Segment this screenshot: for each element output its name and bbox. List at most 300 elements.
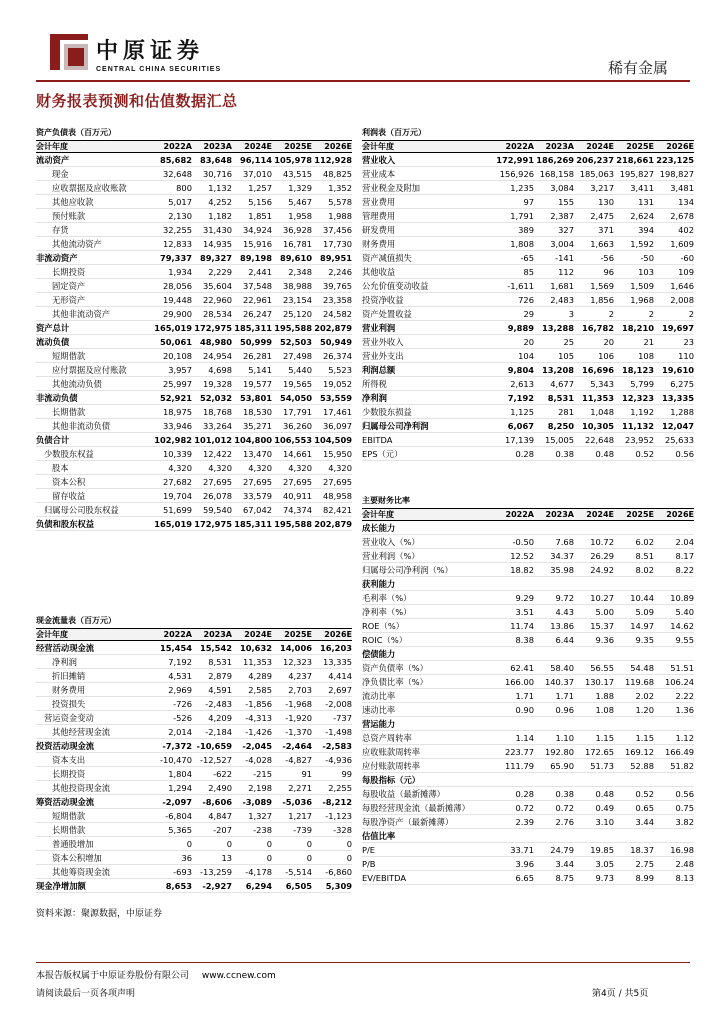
cell-value: 2.76: [555, 817, 574, 827]
cell-value: -1,968: [285, 699, 312, 709]
cell-value: -1,611: [507, 281, 534, 291]
row-label: 毛利率（%）: [362, 593, 412, 603]
cell-value: -60: [680, 253, 694, 263]
cell-value: 8,531: [208, 657, 232, 667]
table-row: [362, 293, 694, 307]
cell-value: 4,209: [208, 713, 232, 723]
cell-value: 1,132: [208, 183, 232, 193]
cell-value: 54,050: [279, 393, 312, 403]
table-header-row: [362, 140, 694, 153]
cell-value: 195,588: [274, 323, 312, 333]
cell-value: 24.79: [550, 845, 574, 855]
table-row: [362, 787, 694, 801]
table-row: [362, 209, 694, 223]
table-row: [362, 591, 694, 605]
row-label: 流动负债: [36, 337, 70, 347]
cell-value: [494, 717, 534, 730]
table-row: [362, 563, 694, 577]
table-row: [362, 801, 694, 815]
cell-value: 1,856: [590, 295, 614, 305]
cell-value: 13: [221, 853, 232, 863]
row-label: 资产负债率（%）: [362, 663, 428, 673]
cell-value: 22,648: [584, 435, 614, 445]
row-label: 其他流动负债: [52, 379, 102, 389]
cell-value: 185,311: [234, 519, 272, 529]
cell-value: 5,467: [288, 197, 312, 207]
copyright-text: 本报告版权属于中原证券股份有限公司: [36, 971, 190, 981]
cell-value: 7,192: [168, 657, 192, 667]
cell-value: 27,695: [202, 477, 232, 487]
table-row: [362, 265, 694, 279]
cell-value: 111.79: [504, 761, 534, 771]
cell-value: 37,010: [242, 169, 272, 179]
cell-value: 18,768: [202, 407, 232, 417]
row-label: 流动资产: [36, 155, 70, 165]
cell-value: 1,934: [168, 267, 192, 277]
cell-value: [574, 577, 614, 590]
table-row: [36, 879, 352, 893]
row-label: 普通股增加: [52, 839, 94, 849]
header-year: 2023A: [203, 630, 232, 639]
cell-value: 3,217: [590, 183, 614, 193]
cell-value: 6.02: [635, 537, 654, 547]
cell-value: 1,592: [630, 239, 654, 249]
table-row: [362, 223, 694, 237]
cell-value: 4,531: [168, 671, 192, 681]
table-row: [362, 689, 694, 703]
cell-value: 8.17: [675, 551, 694, 561]
cell-value: 2.48: [675, 859, 694, 869]
cell-value: 105: [558, 351, 574, 361]
cell-value: -4,827: [285, 755, 312, 765]
header-year: 2024E: [244, 630, 272, 639]
cell-value: 223,125: [656, 155, 694, 165]
row-label: 投资损失: [52, 699, 86, 709]
table-row: [362, 871, 694, 885]
table-row: [362, 717, 694, 731]
cell-value: 58.40: [550, 663, 574, 673]
cell-value: 38,988: [282, 281, 312, 291]
cell-value: 172,991: [496, 155, 534, 165]
row-label: 归属母公司净利润（%）: [362, 565, 453, 575]
cell-value: 48,958: [322, 491, 352, 501]
cell-value: -215: [253, 769, 272, 779]
cell-value: 0.48: [595, 789, 614, 799]
cell-value: 4,320: [328, 463, 352, 473]
cell-value: 5.40: [675, 607, 694, 617]
row-label: 现金: [52, 169, 69, 179]
footer-divider: [36, 962, 690, 963]
cell-value: 3.10: [595, 817, 614, 827]
cell-value: 2,008: [670, 295, 694, 305]
cell-value: 1.10: [555, 733, 574, 743]
cell-value: [574, 647, 614, 660]
cell-value: 96: [603, 267, 614, 277]
cell-value: [614, 829, 654, 842]
cell-value: -2,483: [205, 699, 232, 709]
row-label: 筹资活动现金流: [36, 797, 95, 807]
cell-value: 1.15: [635, 733, 654, 743]
cell-value: 19,577: [242, 379, 272, 389]
table-row: [36, 167, 352, 181]
header-year: 2025E: [626, 510, 654, 519]
cell-value: 0: [266, 839, 272, 849]
cell-value: 33,579: [242, 491, 272, 501]
cell-value: 2,624: [630, 211, 654, 221]
cell-value: 10,305: [581, 421, 614, 431]
cell-value: 130.17: [584, 677, 614, 687]
cell-value: 16,696: [581, 365, 614, 375]
table-row: [36, 711, 352, 725]
cell-value: 18,530: [242, 407, 272, 417]
table-row: [36, 279, 352, 293]
cell-value: 6,067: [507, 421, 534, 431]
cell-value: 48,825: [322, 169, 352, 179]
cell-value: -238: [253, 825, 272, 835]
cell-value: 8.02: [635, 565, 654, 575]
cell-value: 800: [176, 183, 192, 193]
row-label: 长期投资: [52, 267, 86, 277]
cell-value: 13,335: [322, 657, 352, 667]
cell-value: 206,237: [576, 155, 614, 165]
table-row: [362, 363, 694, 377]
cell-value: 192.80: [544, 747, 574, 757]
cell-value: 134: [678, 197, 694, 207]
table-row: [362, 433, 694, 447]
website-link[interactable]: www.ccnew.com: [201, 971, 276, 981]
cell-value: 50,949: [319, 337, 352, 347]
cell-value: 26.29: [590, 551, 614, 561]
cell-value: 43,515: [282, 169, 312, 179]
row-label: 非流动资产: [36, 253, 78, 263]
cell-value: 3,957: [168, 365, 192, 375]
cell-value: [494, 773, 534, 786]
cell-value: 8,653: [165, 881, 192, 891]
cell-value: 169.12: [624, 747, 654, 757]
cell-value: 2,703: [288, 685, 312, 695]
row-label: 净利润: [362, 393, 387, 403]
row-label: 归属母公司股东权益: [44, 505, 119, 515]
table-row: [36, 641, 352, 655]
table-row: [36, 307, 352, 321]
cell-value: 3.05: [595, 859, 614, 869]
cell-value: 112,928: [314, 155, 352, 165]
cell-value: 103: [638, 267, 654, 277]
cell-value: 1,217: [288, 811, 312, 821]
cell-value: 19,328: [202, 379, 232, 389]
cell-value: 6.44: [555, 635, 574, 645]
cell-value: 12,422: [202, 449, 232, 459]
cell-value: 99: [341, 769, 352, 779]
cell-value: 8.13: [675, 873, 694, 883]
cell-value: 1,663: [590, 239, 614, 249]
cell-value: 6.65: [515, 873, 534, 883]
row-label: 营运资金变动: [44, 713, 94, 723]
cell-value: 14.62: [670, 621, 694, 631]
cell-value: 33,264: [202, 421, 232, 431]
cell-value: 10,632: [239, 643, 272, 653]
cell-value: 140.37: [544, 677, 574, 687]
cell-value: 1,968: [630, 295, 654, 305]
cell-value: 101,012: [194, 435, 232, 445]
table-row: [36, 251, 352, 265]
cell-value: 18,210: [621, 323, 654, 333]
cell-value: 3.96: [515, 859, 534, 869]
cell-value: 37,548: [242, 281, 272, 291]
cell-value: 17,461: [322, 407, 352, 417]
table-row: [362, 745, 694, 759]
table-row: [36, 209, 352, 223]
cell-value: 1,958: [288, 211, 312, 221]
row-label: 研发费用: [362, 225, 396, 235]
row-label: 归属母公司净利润: [362, 421, 429, 431]
cell-value: 35,271: [242, 421, 272, 431]
cash-flow-table: [36, 614, 352, 893]
cell-value: 4,237: [288, 671, 312, 681]
table-row: [36, 335, 352, 349]
cell-value: 0.48: [595, 449, 614, 459]
row-label: 每股净资产（最新摊薄）: [362, 817, 454, 827]
header-label: 会计年度: [362, 510, 394, 519]
cell-value: 102,982: [154, 435, 192, 445]
cell-value: 0.90: [515, 705, 534, 715]
cell-value: 1,192: [630, 407, 654, 417]
cell-value: 172.65: [584, 747, 614, 757]
cell-value: -207: [213, 825, 232, 835]
cell-value: 53,801: [239, 393, 272, 403]
cell-value: 2,255: [328, 783, 352, 793]
cell-value: 2.22: [675, 691, 694, 701]
table-row: [36, 405, 352, 419]
row-label: 营业税金及附加: [362, 183, 421, 193]
cell-value: 223.77: [504, 747, 534, 757]
balance-sheet-table: [36, 126, 352, 531]
cell-value: -739: [293, 825, 312, 835]
header-year: 2022A: [505, 510, 534, 519]
table-row: [362, 759, 694, 773]
row-label: 投资活动现金流: [36, 741, 95, 751]
table-row: [362, 661, 694, 675]
table-row: [36, 433, 352, 447]
row-label: 速动比率: [362, 705, 396, 715]
cell-value: 218,661: [616, 155, 654, 165]
row-label: 营业利润: [362, 323, 396, 333]
cell-value: -4,178: [245, 867, 272, 877]
header-year: 2026E: [324, 630, 352, 639]
row-label: 非流动负债: [36, 393, 78, 403]
table-row: [362, 405, 694, 419]
cell-value: -6,804: [165, 811, 192, 821]
cell-value: 36: [181, 853, 192, 863]
cell-value: 24.92: [590, 565, 614, 575]
cell-value: 8.38: [515, 635, 534, 645]
cell-value: 3.82: [675, 817, 694, 827]
logo-text-en: CENTRAL CHINA SECURITIES: [96, 66, 222, 73]
cell-value: 16,782: [581, 323, 614, 333]
table-caption: 资产负债表（百万元）: [36, 128, 116, 137]
cell-value: 2: [648, 309, 654, 319]
cell-value: 18,123: [621, 365, 654, 375]
table-row: [36, 809, 352, 823]
cell-value: 726: [518, 295, 534, 305]
row-label: 应收账款周转率: [362, 747, 421, 757]
cell-value: 1,791: [510, 211, 534, 221]
cell-value: 3,411: [630, 183, 654, 193]
cell-value: 104,509: [314, 435, 352, 445]
cell-value: 16.98: [670, 845, 694, 855]
cell-value: 27,682: [162, 477, 192, 487]
cell-value: 19,704: [162, 491, 192, 501]
cell-value: 14,661: [282, 449, 312, 459]
cell-value: [574, 521, 614, 534]
table-row: [36, 851, 352, 865]
cell-value: 26,281: [242, 351, 272, 361]
row-label: 资本公积增加: [52, 853, 102, 863]
cell-value: 18,975: [162, 407, 192, 417]
cell-value: -50: [640, 253, 654, 263]
cell-value: 2,613: [510, 379, 534, 389]
cell-value: -5,514: [285, 867, 312, 877]
table-row: [36, 683, 352, 697]
cell-value: 195,588: [274, 519, 312, 529]
cell-value: 11,132: [621, 421, 654, 431]
cell-value: 1.08: [595, 705, 614, 715]
row-label: 少数股东权益: [44, 449, 94, 459]
table-row: [36, 655, 352, 669]
cell-value: 5,309: [325, 881, 352, 891]
cell-value: 2,879: [208, 671, 232, 681]
cell-value: 402: [678, 225, 694, 235]
row-label: 存货: [52, 225, 69, 235]
cell-value: 6,505: [285, 881, 312, 891]
header-year: 2024E: [244, 142, 272, 151]
cell-value: -8,606: [202, 797, 232, 807]
header-label: 会计年度: [362, 142, 394, 151]
cell-value: [614, 717, 654, 730]
row-label: 资产总计: [36, 323, 70, 333]
cell-value: 12,323: [621, 393, 654, 403]
cell-value: 1.88: [595, 691, 614, 701]
cell-value: 10.27: [590, 593, 614, 603]
cell-value: 1.14: [515, 733, 534, 743]
cell-value: 172,975: [194, 323, 232, 333]
cell-value: 2,697: [328, 685, 352, 695]
cell-value: 1,352: [328, 183, 352, 193]
footer-disclaimer: 请阅读最后一页各项声明: [36, 989, 136, 999]
cell-value: 6,275: [670, 379, 694, 389]
cell-value: 2,483: [550, 295, 574, 305]
cell-value: 20: [603, 337, 614, 347]
table-row: [362, 549, 694, 563]
cell-value: 2,441: [248, 267, 272, 277]
cell-value: 8,531: [547, 393, 574, 403]
cell-value: [654, 717, 694, 730]
cell-value: 15,950: [322, 449, 352, 459]
cell-value: 19,052: [322, 379, 352, 389]
cell-value: 9.55: [675, 635, 694, 645]
cell-value: -693: [173, 867, 192, 877]
cell-value: 5.09: [635, 607, 654, 617]
page-number: 第4页 / 共5页: [592, 989, 649, 999]
header-year: 2025E: [284, 142, 312, 151]
row-label: 营业收入（%）: [362, 537, 420, 547]
cell-value: -328: [333, 825, 352, 835]
cell-value: 53,559: [319, 393, 352, 403]
cell-value: 10.89: [670, 593, 694, 603]
cell-value: 2,130: [168, 211, 192, 221]
row-label: 负债和股东权益: [36, 519, 95, 529]
cell-value: 6,294: [245, 881, 272, 891]
table-row: [36, 321, 352, 335]
table-row: [36, 391, 352, 405]
cell-value: [494, 577, 534, 590]
cell-value: 35,604: [202, 281, 232, 291]
cell-value: 131: [638, 197, 654, 207]
table-row: [36, 669, 352, 683]
cell-value: 165,019: [154, 519, 192, 529]
cell-value: 97: [523, 197, 534, 207]
cell-value: 0.38: [555, 789, 574, 799]
table-row: [36, 377, 352, 391]
cell-value: 29: [523, 309, 534, 319]
header-year: 2026E: [666, 510, 694, 519]
cell-value: 0.56: [675, 449, 694, 459]
cell-value: 2,678: [670, 211, 694, 221]
cell-value: 12,047: [661, 421, 694, 431]
table-row: [36, 363, 352, 377]
cell-value: -4,313: [245, 713, 272, 723]
table-row: [362, 237, 694, 251]
cell-value: 12.52: [510, 551, 534, 561]
cell-value: 2,348: [288, 267, 312, 277]
cell-value: [654, 577, 694, 590]
table-row: [362, 535, 694, 549]
cell-value: 23,952: [624, 435, 654, 445]
row-label: 所得税: [362, 379, 387, 389]
cell-value: 2,246: [328, 267, 352, 277]
cell-value: 3.44: [635, 817, 654, 827]
cell-value: 1,288: [670, 407, 694, 417]
cell-value: 1,125: [510, 407, 534, 417]
cell-value: 24,582: [322, 309, 352, 319]
cell-value: 1,327: [248, 811, 272, 821]
row-label: 每股收益（最新摊薄）: [362, 789, 445, 799]
cell-value: 2,229: [208, 267, 232, 277]
cell-value: 52.88: [630, 761, 654, 771]
cell-value: 20,108: [162, 351, 192, 361]
cell-value: 4,320: [248, 463, 272, 473]
cell-value: 51.73: [590, 761, 614, 771]
table-row: [36, 781, 352, 795]
cell-value: 2,475: [590, 211, 614, 221]
table-row: [36, 489, 352, 503]
cell-value: 96,114: [239, 155, 272, 165]
cell-value: 62.41: [510, 663, 534, 673]
row-label: 少数股东损益: [362, 407, 412, 417]
cell-value: 1,808: [510, 239, 534, 249]
cell-value: [534, 717, 574, 730]
cell-value: 2.39: [515, 817, 534, 827]
table-header-row: [36, 140, 352, 153]
cell-value: 2,969: [168, 685, 192, 695]
cell-value: -7,372: [162, 741, 192, 751]
cell-value: [654, 773, 694, 786]
cell-value: 4,591: [208, 685, 232, 695]
row-label: 其他流动资产: [52, 239, 102, 249]
cell-value: -2,097: [162, 797, 192, 807]
cell-value: 1,509: [630, 281, 654, 291]
table-row: [36, 865, 352, 879]
